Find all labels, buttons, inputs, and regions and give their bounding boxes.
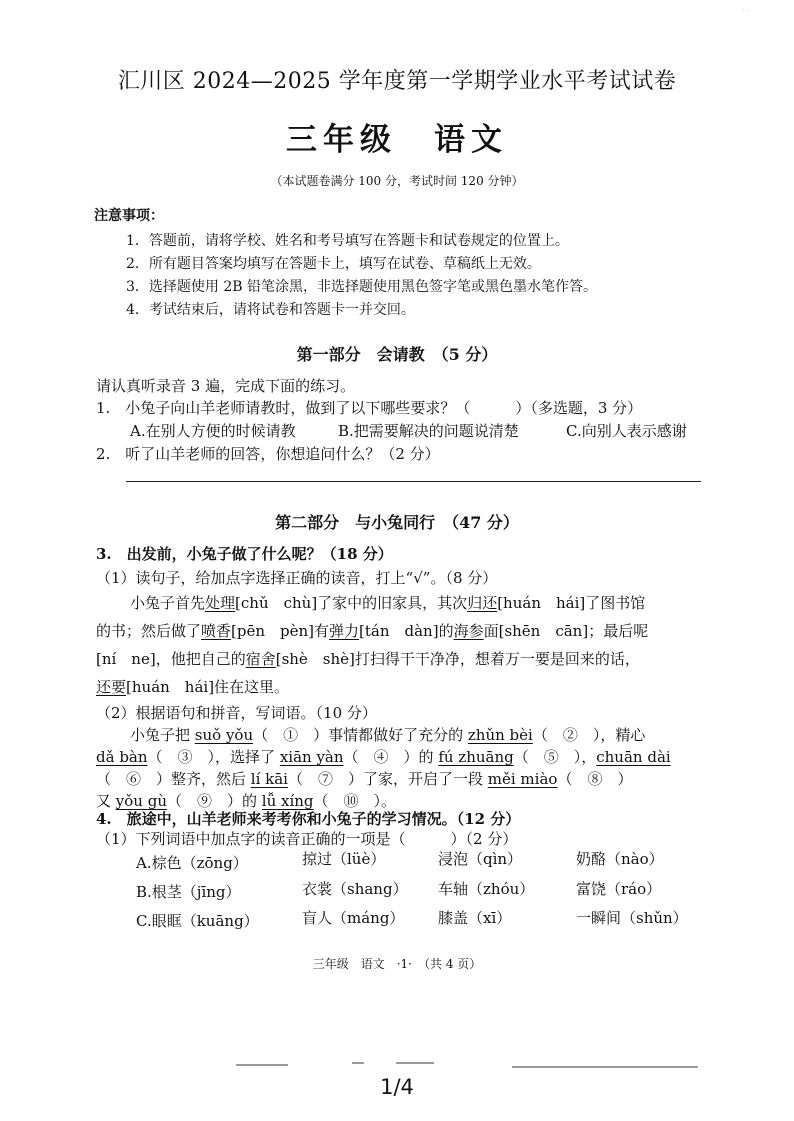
q1-option-a: A.在别人方便的时候请教 — [130, 422, 296, 440]
option-row-c: C.眼眶（kuāng） — [136, 912, 259, 930]
part1-intro: 请认真听录音 3 遍，完成下面的练习。 — [96, 377, 356, 395]
q1-option-b: B.把需要解决的问题说清楚 — [338, 422, 519, 440]
note-item: 1．答题前，请将学校、姓名和考号填写在答题卡和试卷规定的位置上。 — [126, 233, 569, 249]
passage-line: 小兔子首先处理[chǔ chù]了家中的旧家具，其次归还[huán hái]了图书馆 — [130, 594, 646, 612]
part1-heading: 第一部分 会请教 （5 分） — [296, 345, 498, 364]
question-2: 2. 听了山羊老师的回答，你想追问什么？（2 分） — [96, 445, 440, 463]
page-footer: 三年级 语文 ·1· （共 4 页） — [312, 957, 482, 971]
option-row-b: 富饶（ráo） — [576, 880, 662, 898]
scan-smudge — [352, 1062, 364, 1064]
option-row-a: A.棕色（zōng） — [136, 854, 248, 872]
fill-line: 又 yǒu gù（ ⑨ ）的 lǚ xíng（ ⑩ ）。 — [96, 792, 397, 810]
question-4-1: （1）下列词语中加点字的读音正确的一项是（ ）（2 分） — [96, 830, 518, 848]
passage-line: [ní ne]，他把自己的宿舍[shè shè]打扫得干干净净，想着万一要是回来的话， — [96, 650, 640, 668]
option-row-c: 一瞬间（shǔn） — [576, 909, 688, 927]
exam-title: 汇川区 2024—2025 学年度第一学期学业水平考试试卷 — [117, 69, 677, 94]
notes-heading: 注意事项： — [94, 208, 164, 224]
answer-line — [126, 481, 701, 482]
fill-line: 小兔子把 suǒ yǒu（ ① ）事情都做好了充分的 zhǔn bèi（ ② ），精心 — [130, 726, 646, 744]
note-item: 3．选择题使用 2B 铅笔涂黑，非选择题使用黑色签字笔或黑色墨水笔作答。 — [126, 279, 598, 295]
question-3-2: （2）根据语句和拼音，写词语。（10 分） — [96, 704, 377, 722]
fill-line: （ ⑥ ）整齐，然后 lí kāi（ ⑦ ）了家，开启了一段 měi miào（ ⑧ ） — [96, 770, 633, 788]
part2-heading: 第二部分 与小兔同行 （47 分） — [275, 513, 519, 532]
question-4: 4. 旅途中，山羊老师来考考你和小兔子的学习情况。（12 分） — [96, 810, 521, 828]
passage-line: 的书；然后做了喷香[pēn pèn]有弹力[tán dàn]的海参面[shēn cān]；最后呢 — [96, 622, 649, 640]
exam-subtitle: 三年级 语文 — [286, 122, 508, 158]
question-1: 1. 小兔子向山羊老师请教时，做到了以下哪些要求？（ ）（多选题，3 分） — [96, 399, 643, 417]
option-row-c: 盲人（máng） — [302, 909, 405, 927]
option-row-a: 浸泡（qìn） — [438, 850, 523, 868]
option-row-a: 掠过（lüè） — [302, 850, 386, 868]
note-item: 2．所有题目答案均填写在答题卡上，填写在试卷、草稿纸上无效。 — [126, 256, 541, 272]
option-row-c: 膝盖（xī） — [438, 909, 512, 927]
scan-smudge — [396, 1062, 434, 1064]
option-row-b: 衣裳（shang） — [302, 880, 408, 898]
passage-line: 还要[huán hái]住在这里。 — [96, 678, 290, 696]
note-item: 4．考试结束后，请将试卷和答题卡一并交回。 — [126, 302, 415, 318]
page-indicator: 1/4 — [380, 1075, 414, 1099]
question-3-1: （1）读句子，给加点字选择正确的读音，打上“√”。（8 分） — [96, 569, 498, 587]
scan-mark: · · — [742, 6, 750, 15]
fill-line: dǎ bàn（ ③ ），选择了 xiān yàn（ ④ ）的 fú zhuāng（ ⑤ ），chuān dài — [96, 748, 671, 766]
option-row-a: 奶酪（nào） — [576, 850, 664, 868]
option-row-b: B.根茎（jīng） — [136, 883, 241, 901]
option-row-b: 车轴（zhóu） — [438, 880, 535, 898]
scan-smudge — [512, 1066, 698, 1068]
question-3: 3. 出发前，小兔子做了什么呢？（18 分） — [96, 545, 393, 563]
exam-info: （本试题卷满分 100 分，考试时间 120 分钟） — [270, 174, 524, 188]
q1-option-c: C.向别人表示感谢 — [566, 422, 687, 440]
scan-smudge — [236, 1064, 288, 1066]
